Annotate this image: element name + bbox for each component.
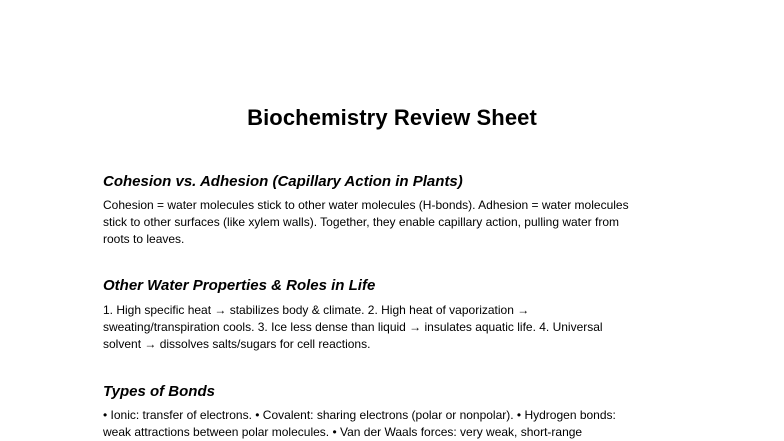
body-line: Cohesion = water molecules stick to other water molecules (H-bonds). Adhesion = water molecules bbox=[103, 198, 629, 212]
body-line: weak attractions between polar molecules. • Van der Waals forces: very weak, short-range bbox=[103, 425, 583, 439]
body-line: 1. High specific heat → stabilizes body & climate. 2. High heat of vaporization → bbox=[103, 303, 530, 317]
section-body-types-of-bonds bbox=[103, 407, 693, 441]
section-body-cohesion-adhesion bbox=[103, 197, 693, 248]
body-line: roots to leaves. bbox=[103, 232, 185, 246]
section-heading-cohesion-adhesion: Cohesion vs. Adhesion (Capillary Action in Plants) bbox=[103, 173, 463, 190]
body-line: solvent → dissolves salts/sugars for cell reactions. bbox=[103, 337, 371, 351]
page-title: Biochemistry Review Sheet bbox=[247, 105, 537, 130]
section-heading-water-properties: Other Water Properties & Roles in Life bbox=[103, 277, 376, 294]
body-line: • Ionic: transfer of electrons. • Covalent: sharing electrons (polar or nonpolar). • Hydrogen bonds: bbox=[103, 408, 616, 422]
body-line: sweating/transpiration cools. 3. Ice less dense than liquid → insulates aquatic life. 4. Universal bbox=[103, 320, 603, 334]
body-line: stick to other surfaces (like xylem walls). Together, they enable capillary action, pulling water from bbox=[103, 215, 620, 229]
section-body-water-properties bbox=[103, 302, 693, 353]
section-heading-types-of-bonds: Types of Bonds bbox=[103, 383, 215, 400]
